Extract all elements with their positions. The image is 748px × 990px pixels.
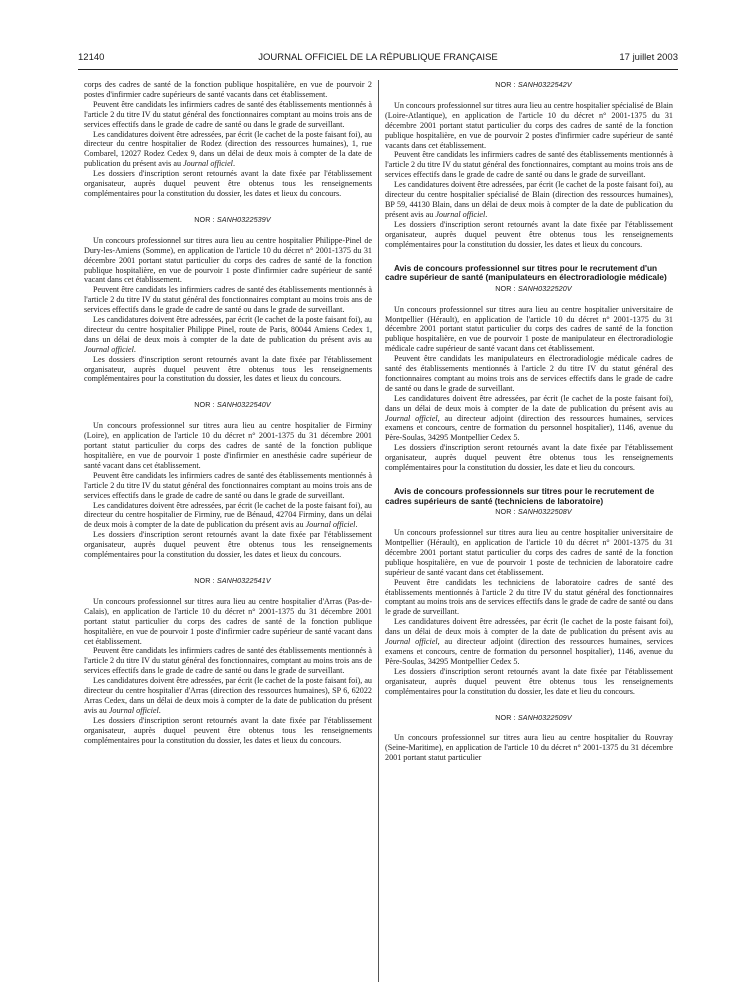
- notice-paragraph: Peuvent être candidats les infirmiers cadres de santé des établissements mentionnés à l'article 2 du titre IV du statut général des fonctionnaires comptant au moins trois ans de services effectifs dans le grade de cadre de santé ou dans le grade de surveillant.: [84, 470, 372, 500]
- notice-paragraph: Peuvent être candidats les infirmiers cadres de santé des établissements mentionnés à l'article 2 du titre IV du statut général des fonctionnaires, comptant au moins trois ans de services effectifs dans le grade de cadre de santé ou dans le grade de surveillant.: [385, 150, 673, 180]
- notice-section: [385, 80, 673, 250]
- notice-paragraph: corps des cadres de santé de la fonction publique hospitalière, en vue de pourvoir 2 postes d'infirmier cadre supérieurs de santé vacants dans cet établissement.: [84, 80, 372, 99]
- nor-reference: NOR : SANH0322540V: [194, 400, 271, 410]
- notice-paragraph: Peuvent être candidats les manipulateurs en électroradiologie médicale cadres de santé des établissements mentionnés à l'article 2 du titre IV du statut général des fonctionnaires comptant au moins trois ans de services effectifs dans le grade de cadre de santé ou dans le grade de surveillant.: [385, 354, 673, 393]
- notice-paragraph: Un concours professionnel sur titres aura lieu au centre hospitalier de Firminy (Loire), en application de l'article 10 du décret n° 2001-1375 du 31 décembre 2001 portant statut particulier du corps des cadres de santé de la fonction publique hospitalière, en vue de pourvoir 1 poste d'infirmier en anesthésie cadre supérieur de santé vacant dans cet établissement.: [84, 421, 372, 470]
- notice-paragraph: Les dossiers d'inscription seront retournés avant la date fixée par l'établissement organisateur, auprès duquel peuvent être obtenus tous les renseignements complémentaires pour la constitution du dossier, les dates et lieux du concours.: [84, 530, 372, 560]
- header-rule: [78, 69, 678, 70]
- nor-reference: NOR : SANH0322541V: [194, 575, 271, 585]
- page-header: [78, 52, 678, 68]
- nor-reference: NOR : SANH0322542V: [495, 80, 572, 89]
- nor-reference: NOR : SANH0322509V: [495, 712, 572, 722]
- left-column: [84, 80, 372, 986]
- notice-paragraph: Un concours professionnel sur titres aura lieu au centre hospitalier Philippe-Pinel de Dury-les-Amiens (Somme), en application de l'article 10 du décret n° 2001-1375 du 31 décembre 2001 portant statut particulier du corps des cadres de santé de la fonction publique hospitalière, en vue de pourvoir 1 poste d'infirmier cadre supérieur de santé vacant dans cet établissement.: [84, 235, 372, 285]
- column-divider: [378, 80, 379, 982]
- notice-paragraph: Les dossiers d'inscription seront retournés avant la date fixée par l'établissement organisateur, auprès duquel peuvent être obtenus tous les renseignements complémentaires pour la constitution du dossier, les dates et lieux du concours.: [385, 219, 673, 249]
- notice-paragraph: Peuvent être candidats les infirmiers cadres de santé des établissements mentionnés à l'article 2 du titre IV du statut général des fonctionnaires comptant au moins trois ans de services effectifs dans le grade de cadre de santé ou dans le grade de surveillant.: [84, 285, 372, 315]
- notice-paragraph: Les dossiers d'inscription seront retournés avant la date fixée par l'établissement organisateur, auprès duquel peuvent être obtenus tous les renseignements complémentaires pour la constitution du dossier, les date et lieu du concours.: [385, 666, 673, 696]
- notice-paragraph: Les candidatures doivent être adressées, par écrit (le cachet de la poste faisant foi), au directeur du centre hospitalier d'Arras (direction des ressources humaines), SP 6, 62022 Arras Cedex, dans un délai de deux mois à compter de la date de publication du présent avis au Journal officiel.: [84, 676, 372, 715]
- notice-paragraph: Peuvent être candidats les techniciens de laboratoire cadres de santé des établissements mentionnés à l'article 2 du titre IV du statut général des fonctionnaires comptant au moins trois ans de services effectifs dans le grade de cadre de santé ou dans le grade de surveillant.: [385, 577, 673, 617]
- notice-paragraph: Les candidatures doivent être adressées, par écrit (le cachet de la poste faisant foi), au directeur du centre hospitalier de Firminy, rue de Bénaud, 42704 Firminy, dans un délai de deux mois à compter de la date de publication du présent avis au Journal officiel.: [84, 500, 372, 530]
- notice-paragraph: Les candidatures doivent être adressées, par écrit (le cachet de la poste faisant foi), au directeur du centre hospitalier Philippe Pinel, route de Paris, 80044 Amiens Cedex 1, dans un délai de deux mois à compter de la date de publication du présent avis au Journal officiel.: [84, 315, 372, 354]
- notice-paragraph: Les dossiers d'inscription seront retournés avant la date fixée par l'établissement organisateur, auprès duquel peuvent être obtenus tous les renseignements complémentaires pour la constitution du dossier, les dates et lieux du concours.: [84, 354, 372, 384]
- notice-paragraph: Les dossiers d'inscription seront retournés avant la date fixée par l'établissement organisateur, auprès duquel peuvent être obtenus tous les renseignements complémentaires pour la constitution du dossier, les dates et lieux du concours.: [84, 715, 372, 745]
- notice-heading: Avis de concours professionnels sur titres pour le recrutement de cadres supérieurs de santé (techniciens de laboratoire): [385, 486, 655, 506]
- right-column: [385, 80, 673, 986]
- nor-reference: NOR : SANH0322508V: [495, 507, 572, 517]
- notice-paragraph: Peuvent être candidats les infirmiers cadres de santé des établissements mentionnés à l'article 2 du titre IV du statut général des fonctionnaires, comptant au moins trois ans de services effectifs dans le grade de cadre de santé ou dans le grade de surveillant.: [84, 646, 372, 676]
- notice-paragraph: Les dossiers d'inscription seront retournés avant la date fixée par l'établissement organisateur, auprès duquel peuvent être obtenus tous les renseignements complémentaires pour la constitution du dossier, les dates et lieux du concours.: [84, 169, 372, 198]
- notice-section: [84, 400, 372, 560]
- notice-paragraph: Un concours professionnel sur titres aura lieu au centre hospitalier du Rouvray (Seine-Maritime), en application de l'article 10 du décret n° 2001-1375 du 31 décembre 2001 portant statut particulier: [385, 733, 673, 763]
- notice-paragraph: Un concours professionnel sur titres aura lieu au centre hospitalier universitaire de Montpellier (Hérault), en application de l'article 10 du décret n° 2001-1375 du 31 décembre 2001 portant statut particulier du corps des cadres de santé de la fonction publique hospitalière, en vue de pourvoir 1 poste de manipulateur en électroradiologie médicale cadre supérieur de santé vacant dans cet établissement.: [385, 304, 673, 354]
- page-number: 12140: [78, 52, 105, 63]
- issue-date: 17 juillet 2003: [619, 52, 678, 63]
- notice-paragraph: Les candidatures doivent être adressées, par écrit (le cachet de la poste faisant foi), au directeur du centre hospitalier spécialisé de Blain (direction des ressources humaines), BP 59, 44130 Blain, dans un délai de deux mois à compter de la date de publication du présent avis au Journal officiel.: [385, 180, 673, 219]
- notice-section-continued: [84, 80, 372, 199]
- notice-heading: Avis de concours professionnel sur titres pour le recrutement d'un cadre supérieur de santé (manipulateurs en électroradiologie médicale): [385, 262, 667, 283]
- notice-paragraph: Un concours professionnel sur titres aura lieu au centre hospitalier d'Arras (Pas-de-Calais), en application de l'article 10 du décret n° 2001-1375 du 31 décembre 2001 portant statut particulier du corps des cadres de santé de la fonction publique hospitalière, en vue de pourvoir 1 poste d'infirmier cadre supérieur de santé vacant dans cet établissement.: [84, 596, 372, 646]
- nor-reference: NOR : SANH0322539V: [194, 214, 271, 224]
- notice-paragraph: Les candidatures doivent être adressées, par écrit (le cachet de la poste faisant foi), au directeur du centre hospitalier de Rodez (direction des ressources humaines), 1, rue Combarel, 12027 Rodez Cedex 9, dans un délai de deux mois à compter de la date de publication du présent avis au Journal officiel.: [84, 129, 372, 169]
- notice-section: [84, 215, 372, 385]
- notice-paragraph: Les candidatures doivent être adressées, par écrit (le cachet de la poste faisant foi), dans un délai de deux mois à compter de la date de publication du présent avis au Journal officiel, au directeur adjoint (direction des ressources humaines, services examens et concours, centre de formation du personnel hospitalier), 1146, avenue du Père-Soulas, 34295 Montpellier Cedex 5.: [385, 617, 673, 666]
- notice-section: [385, 487, 673, 697]
- notice-section: [84, 576, 372, 746]
- notice-paragraph: Un concours professionnel sur titres aura lieu au centre hospitalier spécialisé de Blain (Loire-Atlantique), en application de l'article 10 du décret n° 2001-1375 du 31 décembre 2001 portant statut particulier du corps des cadres de santé de la fonction publique hospitalière, en vue de pourvoir 2 postes d'infirmier cadre supérieur de santé vacants dans cet établissement.: [385, 100, 673, 150]
- nor-reference: NOR : SANH0322520V: [495, 283, 572, 293]
- notice-section: [385, 264, 673, 474]
- notice-paragraph: Un concours professionnel sur titres aura lieu au centre hospitalier universitaire de Montpellier (Hérault), en application de l'article 10 du décret n° 2001-1375 du 31 décembre 2001 portant statut particulier du corps des cadres de santé de la fonction publique hospitalière, en vue de pourvoir 1 poste de technicien de laboratoire cadre supérieur de santé vacant dans cet établissement.: [385, 528, 673, 577]
- notice-paragraph: Peuvent être candidats les infirmiers cadres de santé des établissements mentionnés à l'article 2 du titre IV du statut général des fonctionnaires comptant au moins trois ans de services effectifs dans le grade de cadre de santé ou dans le grade de surveillant.: [84, 99, 372, 129]
- notice-paragraph: Les dossiers d'inscription seront retournés avant la date fixée par l'établissement organisateur, auprès duquel peuvent être obtenus tous les renseignements complémentaires pour la constitution du dossier, les date et lieu du concours.: [385, 443, 673, 473]
- notice-paragraph: Les candidatures doivent être adressées, par écrit (le cachet de la poste faisant foi), dans un délai de deux mois à compter de la date de publication du présent avis au Journal officiel, au directeur adjoint (direction des ressources humaines, services examens et concours, centre de formation du personnel hospitalier), 1146, avenue du Père-Soulas, 34295 Montpellier Cedex 5.: [385, 393, 673, 443]
- notice-section: [385, 713, 673, 764]
- journal-title: JOURNAL OFFICIEL DE LA RÉPUBLIQUE FRANÇAISE: [258, 52, 498, 63]
